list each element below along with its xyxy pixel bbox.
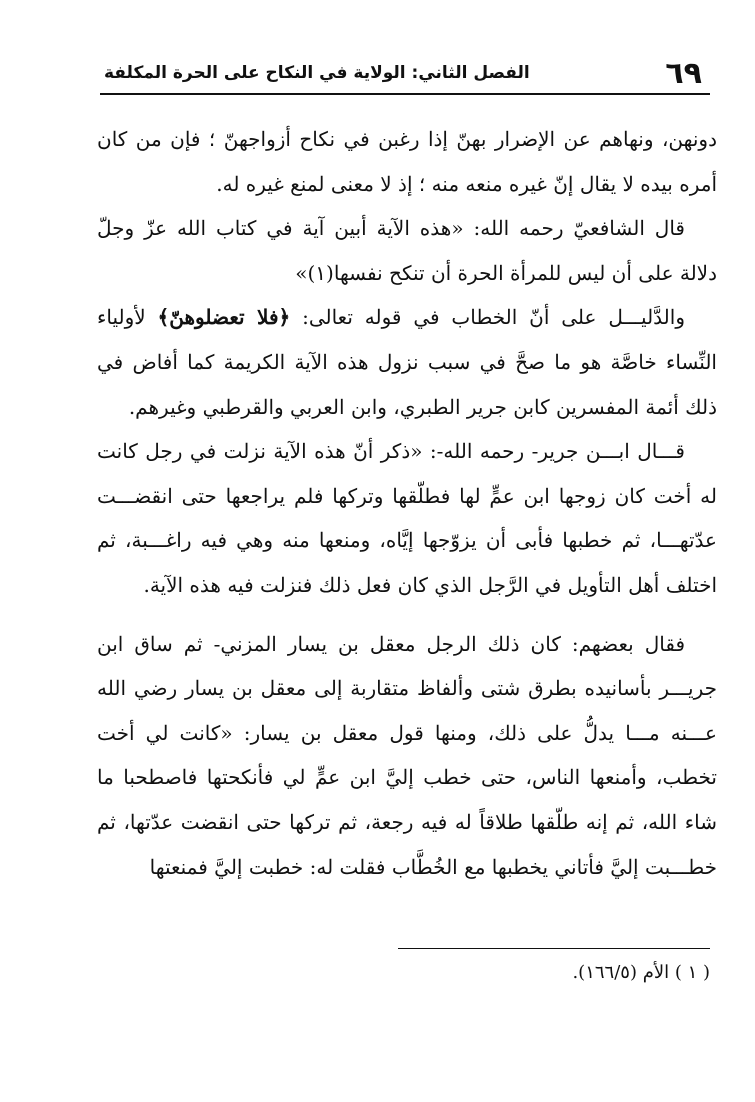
paragraph-text: لأولياء النِّساء خاصَّة هو ما صحَّ في سبب نزول هذه الآية الكريمة كما أفاض في ذلك أئمة المفسرين كابن جرير الطبري، وابن العربي والقرطبي وغيرهم. <box>97 305 717 419</box>
paragraph-text: والدَّليـــل على أنّ الخطاب في قوله تعالى: <box>290 305 685 330</box>
paragraph: قال الشافعيّ رحمه الله: «هذه الآية أبين آية في كتاب الله عزّ وجلّ دلالة على أن ليس للمرأة الحرة أن تنكح نفسها(١)» <box>97 216 717 285</box>
page-header <box>100 56 710 92</box>
running-title: الفصل الثاني: الولاية في النكاح على الحرة المكلفة <box>104 63 530 83</box>
body-text <box>97 117 717 889</box>
paragraph: فقال بعضهم: كان ذلك الرجل معقل بن يسار المزني- ثم ساق ابن جريـــر بأسانيده بطرق شتى وألفاظ متقاربة إلى معقل بن يسار رضي الله عـــنه مـــا يدلُّ على ذلك، ومنها قول معقل بن يسار: «كانت لي أخت تخطب، وأمنعها الناس، حتى خطب إليَّ ابن عمٍّ لي فأنكحتها فاصطحبا ما شاء الله، ثم إنه طلّقها طلاقاً له فيه رجعة، ثم تركها حتى انقضت عدّتها، ثم خطـــبت إليَّ فأتاني يخطبها مع الخُطَّاب فقلت له: خطبت إليَّ فمنعتها <box>97 631 717 879</box>
header-rule <box>100 93 710 95</box>
paragraph: دونهن، ونهاهم عن الإضرار بهنّ إذا رغبن في نكاح أزواجهنّ ؛ فإن من كان أمره بيده لا يقال إنّ غيره منعه منه ؛ إذ لا معنى لمنع غيره له. <box>97 127 717 196</box>
paragraph <box>97 295 717 429</box>
paragraph: قـــال ابـــن جرير- رحمه الله-: «ذكر أنّ هذه الآية نزلت في رجل كانت له أخت كان زوجها ابن عمٍّ لها فطلّقها وتركها فلم يراجعها حتى انقضـــت عدّتهـــا، ثم خطبها فأبى أن يزوّجها إيَّاه، ومنعها منه وهي فيه راغـــبة، ثم اختلف أهل التأويل في الرَّجل الذي كان فعل ذلك فنزلت فيه هذه الآية. <box>97 439 717 597</box>
quran-verse: ﴿فلا تعضلوهنّ﴾ <box>157 305 291 330</box>
footnote: ( ١ ) الأم (١٦٦/٥). <box>572 962 710 983</box>
page-number: ٦٩ <box>665 56 702 91</box>
footnote-rule <box>398 948 710 949</box>
